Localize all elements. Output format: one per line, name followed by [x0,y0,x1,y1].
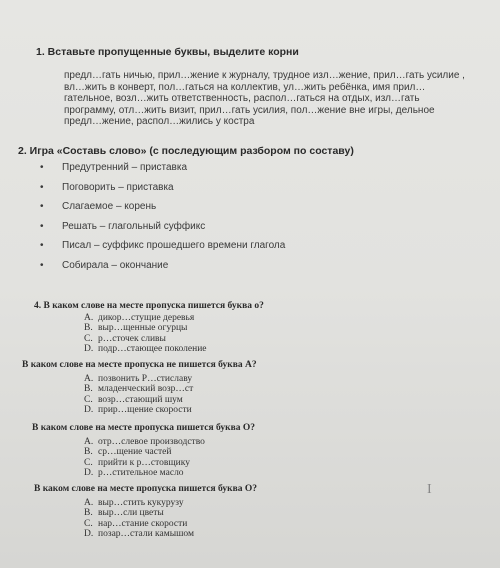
option-c: C. р…сточек сливы [84,333,166,344]
question-1-options [84,313,207,355]
list-item [40,256,285,276]
question-4-text: В каком слове на месте пропуска пишется буква О? [34,484,258,494]
option-c: C. нар…стание скорости [84,518,188,529]
list-item-text: Решать – глагольный суффикс [62,220,206,232]
option-d: D. прир…щение скорости [84,405,192,416]
option-d: D. р…стительное масло [84,468,184,479]
option-b: B. ср…щение частей [84,447,172,458]
option-c: C. прийти к р…стовщику [84,457,190,468]
option-d: D. позар…стали камышом [84,529,195,540]
list-item [40,158,285,178]
option-a: A. отр…слевое производство [84,437,205,447]
task1-text: предл…гать ничью, прил…жение к журналу, трудное изл…жение, прил…гать усилие , вл…жить в конверт, пол…гаться на коллектив, ул…жить ребёнка, имя прил…гательное, возл…жить ответственность, распол…гаться на отдых, изл…гать программу, отл…жить визит, прил…гать усилия, пол…жение вне игры, дельное предл…жение, распол…жились у костра [64,70,465,128]
option-b: B. младенческий возр…ст [84,384,194,395]
question-1-text: 4. В каком слове на месте пропуска пишется буква о? [34,301,264,311]
list-item-text: Собирала – окончание [62,259,169,271]
option-c: C. возр…стающий шум [84,394,183,405]
question-3-text: В каком слове на месте пропуска пишется буква О? [32,423,256,433]
question-2-options [84,374,193,416]
task2-list [40,158,285,275]
bullet: • [40,181,44,193]
question-3-options [84,437,205,479]
task2-title: 2. Игра «Составь слово» (с последующим разбором по составу) [18,145,354,157]
text-cursor-icon: I [427,482,432,497]
bullet: • [40,259,44,271]
task1-title: 1. Вставьте пропущенные буквы, выделите корни [36,46,299,58]
option-a: A. позвонить Р…стиславу [84,374,193,384]
list-item [40,217,285,237]
question-4-options [84,498,194,540]
list-item-text: Поговорить – приставка [62,181,174,193]
bullet: • [40,201,44,212]
option-a: A. дикор…стущие деревья [84,313,195,323]
list-item [40,197,285,217]
option-a: A. выр…стить кукурузу [84,498,184,508]
list-item-text: Писал – суффикс прошедшего времени глагола [62,240,286,251]
list-item-text: Слагаемое – корень [62,201,157,212]
list-item-text: Предутренний – приставка [62,162,188,173]
bullet: • [40,220,44,232]
bullet: • [40,240,44,251]
question-2-text: В каком слове на месте пропуска не пишется буква А? [22,360,257,370]
bullet: • [40,162,44,173]
list-item [40,178,285,198]
list-item [40,236,285,256]
option-b: B. выр…щенные огурцы [84,323,188,334]
option-b: B. выр…сли цветы [84,508,164,519]
option-d: D. подр…стающее поколение [84,344,207,355]
